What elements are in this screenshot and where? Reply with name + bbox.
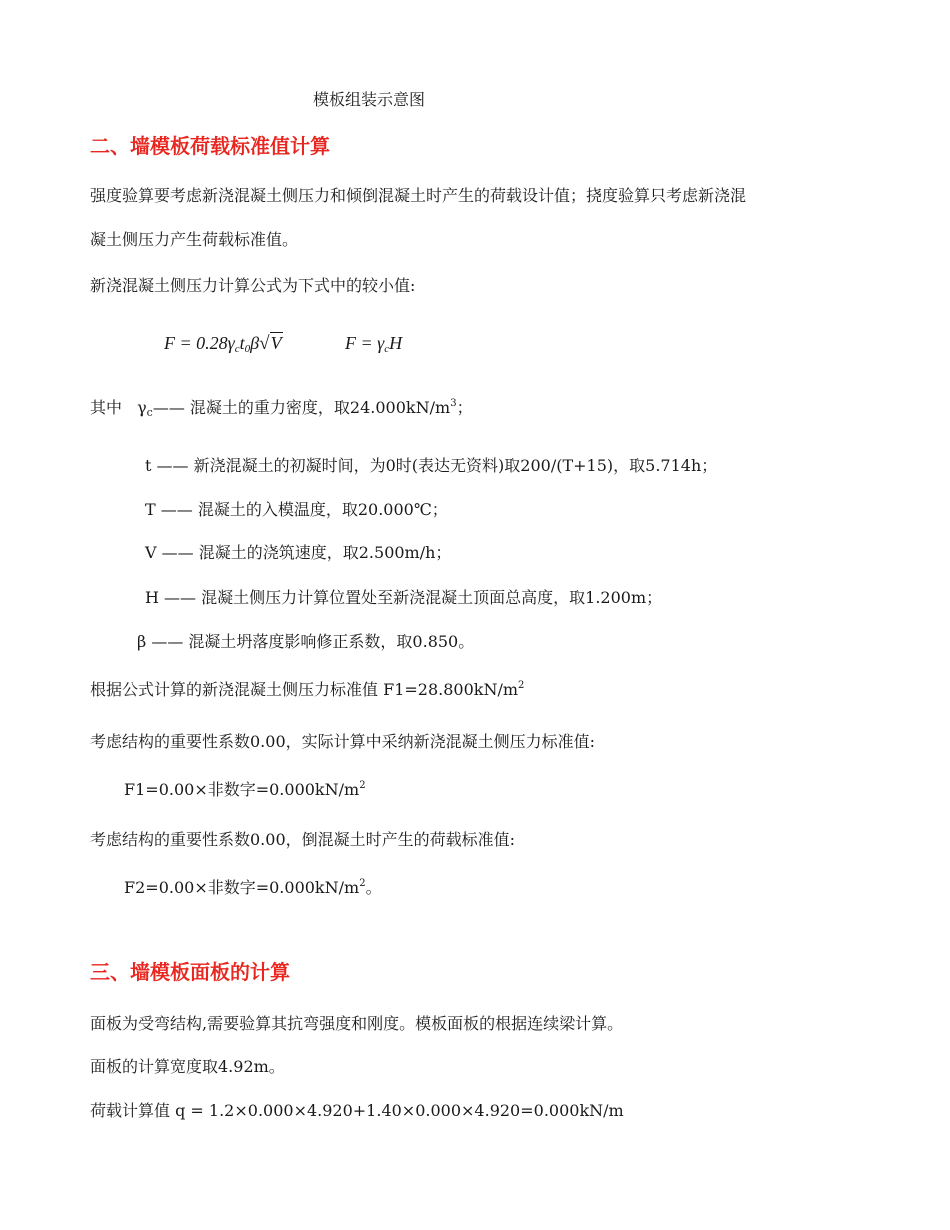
param-desc: —— 混凝土侧压力计算位置处至新浇混凝土顶面总高度，取1.200m； — [164, 588, 663, 607]
f1-calc-sup: 2 — [359, 780, 366, 791]
section-3-heading: 三、墙模板面板的计算 — [90, 960, 290, 984]
sqrt-symbol: √V — [259, 333, 282, 354]
formula-2-rest: H — [389, 333, 403, 353]
param-desc: —— 混凝土的浇筑速度，取2.500m/h； — [161, 543, 452, 562]
intro-line-1: 强度验算要考虑新浇混凝土侧压力和倾倒混凝土时产生的荷载设计值；挠度验算只考虑新浇混 — [90, 186, 747, 205]
section-2-heading: 二、墙模板荷载标准值计算 — [90, 134, 330, 158]
formula-1 — [164, 332, 283, 355]
param-symbol: t — [145, 456, 152, 475]
formula-1-beta: β — [250, 333, 260, 353]
gamma-symbol: γ — [137, 398, 147, 417]
param-H — [145, 588, 662, 608]
gamma-sub: c — [146, 406, 153, 419]
gamma-desc: —— 混凝土的重力密度，取24.000kN/m — [152, 398, 451, 417]
formula-1-lhs: F = 0.28 — [164, 333, 228, 353]
formula-1-gamma: γ — [227, 333, 235, 353]
formula-2-gamma-sub: c — [384, 343, 390, 355]
f2-calc-sup: 2 — [359, 878, 366, 889]
formula-1-t-sub: 0 — [244, 343, 251, 355]
result-f1-sup: 2 — [518, 680, 525, 691]
result-f1-text: 根据公式计算的新浇混凝土侧压力标准值 F1=28.800kN/m — [90, 680, 519, 699]
gamma-definition — [90, 398, 473, 418]
where-label: 其中 — [90, 398, 123, 417]
f1-calculation — [124, 780, 366, 800]
param-T — [145, 500, 448, 520]
formula-1-t: t — [239, 333, 245, 353]
intro-line-2: 凝土侧压力产生荷载标准值。 — [90, 230, 299, 249]
f2-calc-text: F2=0.00×非数字=0.000kN/m — [124, 878, 360, 897]
gamma-unit-sup: 3 — [450, 398, 457, 409]
formula-2-lhs: F = — [345, 333, 378, 353]
section-3-line-3: 荷载计算值 q = 1.2×0.000×4.920+1.40×0.000×4.920=0.000kN/m — [90, 1101, 624, 1120]
factor-line-2: 考虑结构的重要性系数0.00，倒混凝土时产生的荷载标准值: — [90, 830, 516, 849]
param-t — [145, 456, 717, 476]
section-3-line-2: 面板的计算宽度取4.92m。 — [90, 1057, 285, 1076]
param-symbol: T — [145, 500, 156, 519]
param-symbol: V — [145, 543, 157, 562]
formula-1-radicand: V — [270, 333, 282, 353]
formula-2-gamma: γ — [377, 333, 385, 353]
param-beta — [137, 632, 474, 652]
formula-1-gamma-sub: c — [234, 343, 240, 355]
param-desc: —— 新浇混凝土的初凝时间，为0时(表达无资料)取200/(T+15)，取5.714h； — [156, 456, 718, 475]
formula-intro: 新浇混凝土侧压力计算公式为下式中的较小值: — [90, 276, 416, 295]
param-desc: —— 混凝土坍落度影响修正系数，取0.850。 — [151, 632, 475, 651]
figure-caption: 模板组装示意图 — [313, 90, 426, 109]
factor-line-1: 考虑结构的重要性系数0.00，实际计算中采纳新浇混凝土侧压力标准值: — [90, 732, 596, 751]
section-3-line-1: 面板为受弯结构,需要验算其抗弯强度和刚度。模板面板的根据连续梁计算。 — [90, 1014, 624, 1033]
param-symbol: H — [145, 588, 159, 607]
param-V — [145, 543, 451, 563]
param-desc: —— 混凝土的入模温度，取20.000℃； — [160, 500, 448, 519]
param-symbol: β — [137, 632, 147, 651]
f2-calculation — [124, 878, 382, 898]
formula-2 — [345, 332, 402, 354]
result-f1 — [90, 680, 524, 700]
f1-calc-text: F1=0.00×非数字=0.000kN/m — [124, 780, 360, 799]
f2-calc-end: 。 — [365, 878, 382, 897]
gamma-end: ； — [456, 398, 473, 417]
